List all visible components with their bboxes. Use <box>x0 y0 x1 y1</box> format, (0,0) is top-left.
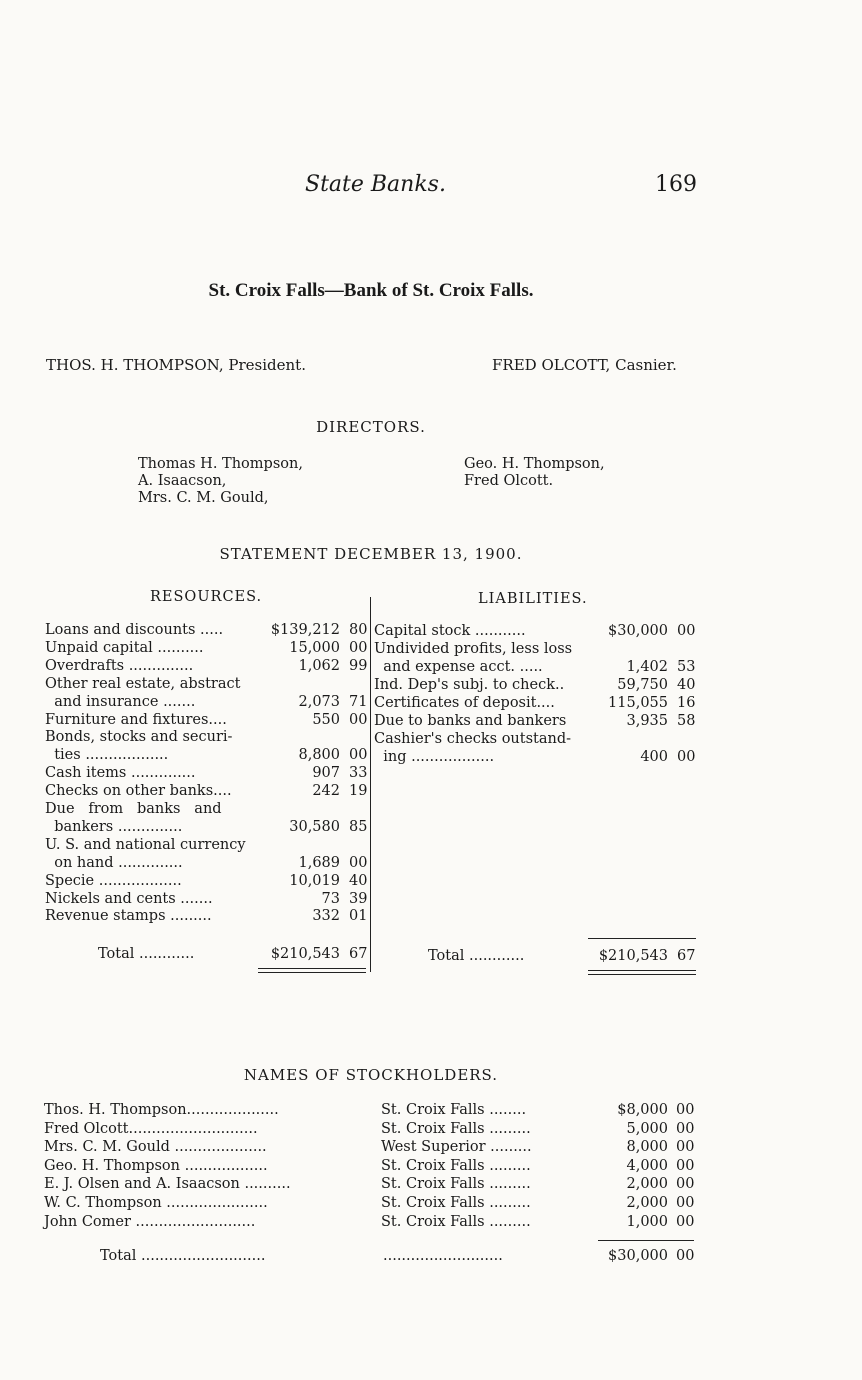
item-dollars: $30,000 <box>608 623 668 639</box>
liabilities-total-row <box>428 947 698 965</box>
stockholder-dollars: 2,000 <box>626 1195 668 1211</box>
item-cents: 58 <box>677 713 696 729</box>
item-label: Certificates of deposit.... <box>374 695 555 711</box>
director-name: A. Isaacson, <box>138 473 227 489</box>
stockholder-dollars: $8,000 <box>617 1102 668 1118</box>
stockholder-dollars: 1,000 <box>626 1213 668 1230</box>
bank-title: St. Croix Falls—Bank of St. Croix Falls. <box>208 280 534 301</box>
liability-row <box>374 712 698 730</box>
item-label: Bonds, stocks and securi- <box>45 729 233 746</box>
item-dollars: 1,402 <box>626 659 668 675</box>
item-dollars: 400 <box>640 749 668 765</box>
item-label: Checks on other banks.... <box>45 783 232 800</box>
column-divider <box>370 597 371 972</box>
resource-row <box>45 711 370 729</box>
item-dollars: 8,800 <box>298 747 340 764</box>
item-dollars: 1,689 <box>298 854 340 871</box>
item-dollars: 242 <box>312 783 340 800</box>
item-cents: 00 <box>349 639 368 656</box>
item-label: ties .................. <box>45 747 169 764</box>
stockholders-heading: NAMES OF STOCKHOLDERS. <box>243 1066 499 1084</box>
stockholder-residence: St. Croix Falls ......... <box>381 1120 531 1137</box>
item-cents: 85 <box>349 818 368 835</box>
stockholder-cents: 00 <box>676 1102 695 1118</box>
item-dollars: 1,062 <box>298 657 340 674</box>
resource-row <box>45 639 370 657</box>
resource-row <box>45 854 370 872</box>
item-dollars: 30,580 <box>289 818 340 835</box>
item-cents: 00 <box>677 623 696 639</box>
director-name: Geo. H. Thompson, <box>464 456 605 472</box>
stockholder-cents: 00 <box>676 1157 695 1174</box>
director-name: Fred Olcott. <box>464 473 554 489</box>
item-label: Cash items .............. <box>45 765 196 782</box>
item-label: ing .................. <box>374 749 495 765</box>
resource-row <box>45 657 370 675</box>
item-label: U. S. and national currency <box>45 836 246 853</box>
item-label: Due from banks and <box>45 801 222 817</box>
total-cents: 67 <box>677 948 696 964</box>
total-label: Total ........................... <box>100 1248 266 1264</box>
total-leader: .......................... <box>383 1248 503 1264</box>
directors-left-list <box>138 456 303 507</box>
item-dollars: $139,212 <box>270 622 340 638</box>
resource-row <box>45 818 370 836</box>
stockholder-name: E. J. Olsen and A. Isaacson .......... <box>44 1176 291 1193</box>
stockholder-residence: West Superior ......... <box>381 1139 532 1156</box>
resource-row <box>45 621 370 639</box>
item-cents: 00 <box>349 854 368 871</box>
stockholder-dollars: 4,000 <box>626 1157 668 1174</box>
total-label: Total ............ <box>428 948 525 964</box>
item-cents: 39 <box>349 890 368 907</box>
item-dollars: 15,000 <box>289 639 340 656</box>
item-cents: 40 <box>677 677 696 693</box>
item-label: Other real estate, abstract <box>45 675 241 692</box>
stockholder-row <box>44 1138 698 1156</box>
stockholder-cents: 00 <box>676 1139 695 1156</box>
stockholder-dollars: 5,000 <box>626 1120 668 1137</box>
item-dollars: 10,019 <box>289 872 340 889</box>
stockholder-name: Fred Olcott............................ <box>44 1120 258 1137</box>
liability-row <box>374 694 698 712</box>
stockholder-cents: 00 <box>676 1120 695 1137</box>
total-dollars: $30,000 <box>608 1248 668 1264</box>
item-label: Loans and discounts ..... <box>45 622 224 638</box>
stockholder-row <box>44 1213 698 1231</box>
item-cents: 99 <box>349 657 368 674</box>
liability-row <box>374 640 698 658</box>
liability-row <box>374 730 698 748</box>
resource-row <box>45 764 370 782</box>
total-rule <box>588 938 696 939</box>
stockholder-name: John Comer .......................... <box>44 1213 256 1230</box>
item-cents: 71 <box>349 693 368 710</box>
directors-right-list <box>464 456 605 490</box>
resources-total-row <box>98 945 370 963</box>
item-label: and expense acct. ..... <box>374 659 543 675</box>
item-label: bankers .............. <box>45 818 183 835</box>
liability-row <box>374 622 698 640</box>
stockholder-name: Mrs. C. M. Gould .................... <box>44 1139 267 1156</box>
stockholder-name: Geo. H. Thompson .................. <box>44 1157 268 1174</box>
directors-heading: DIRECTORS. <box>316 418 426 436</box>
item-label: on hand .............. <box>45 854 183 871</box>
item-cents: 00 <box>349 747 368 764</box>
resource-row <box>45 907 370 925</box>
item-dollars: 59,750 <box>617 677 668 693</box>
item-label: Cashier's checks outstand- <box>374 731 572 747</box>
running-title: State Banks. <box>305 172 446 197</box>
resource-row <box>45 782 370 800</box>
stockholder-residence: St. Croix Falls ......... <box>381 1176 531 1193</box>
item-dollars: 3,935 <box>626 713 668 729</box>
item-cents: 53 <box>677 659 696 675</box>
item-cents: 16 <box>677 695 696 711</box>
item-cents: 80 <box>349 622 368 638</box>
stockholders-total-row <box>100 1247 698 1265</box>
statement-heading: STATEMENT DECEMBER 13, 1900. <box>219 545 523 563</box>
stockholder-row <box>44 1101 698 1119</box>
total-label: Total ............ <box>98 946 195 962</box>
stockholder-residence: St. Croix Falls ......... <box>381 1213 531 1230</box>
resource-row <box>45 890 370 908</box>
item-label: Revenue stamps ......... <box>45 908 212 925</box>
resources-heading: RESOURCES. <box>150 589 263 605</box>
resource-row <box>45 836 370 854</box>
liabilities-heading: LIABILITIES. <box>478 591 588 607</box>
stockholder-residence: St. Croix Falls ......... <box>381 1157 531 1174</box>
item-label: and insurance ....... <box>45 693 196 710</box>
total-dollars: $210,543 <box>598 948 668 964</box>
item-dollars: 2,073 <box>298 693 340 710</box>
item-label: Specie .................. <box>45 872 182 889</box>
stockholder-residence: St. Croix Falls ......... <box>381 1195 531 1211</box>
resource-row <box>45 728 370 746</box>
total-dollars: $210,543 <box>270 946 340 962</box>
director-name: Thomas H. Thompson, <box>138 456 303 472</box>
liability-row <box>374 658 698 676</box>
total-cents: 00 <box>676 1248 695 1264</box>
item-cents: 00 <box>677 749 696 765</box>
page-number: 169 <box>655 172 697 197</box>
resource-row <box>45 800 370 818</box>
director-name: Mrs. C. M. Gould, <box>138 490 269 506</box>
stockholder-cents: 00 <box>676 1195 695 1211</box>
double-rule <box>258 968 366 973</box>
item-cents: 40 <box>349 872 368 889</box>
stockholder-dollars: 2,000 <box>626 1176 668 1193</box>
stockholder-name: W. C. Thompson ...................... <box>44 1195 268 1211</box>
item-dollars: 332 <box>312 908 340 925</box>
total-rule <box>598 1240 694 1241</box>
item-cents: 00 <box>349 711 368 728</box>
stockholder-residence: St. Croix Falls ........ <box>381 1102 527 1118</box>
item-dollars: 115,055 <box>608 695 668 711</box>
item-cents: 33 <box>349 765 368 782</box>
item-cents: 19 <box>349 783 368 800</box>
item-label: Nickels and cents ....... <box>45 890 213 907</box>
total-cents: 67 <box>349 946 368 962</box>
liability-row <box>374 748 698 766</box>
item-label: Due to banks and bankers <box>374 713 567 729</box>
stockholder-dollars: 8,000 <box>626 1139 668 1156</box>
cashier-line: FRED OLCOTT, Casnier. <box>492 356 677 374</box>
item-dollars: 73 <box>321 890 340 907</box>
stockholder-name: Thos. H. Thompson.................... <box>44 1102 279 1118</box>
item-label: Undivided profits, less loss <box>374 641 573 657</box>
item-label: Unpaid capital .......... <box>45 639 204 656</box>
double-rule <box>588 970 696 975</box>
stockholder-cents: 00 <box>676 1213 695 1230</box>
item-dollars: 907 <box>312 765 340 782</box>
stockholder-row <box>44 1175 698 1193</box>
item-cents: 01 <box>349 908 368 925</box>
stockholder-row <box>44 1120 698 1138</box>
liability-row <box>374 676 698 694</box>
stockholder-cents: 00 <box>676 1176 695 1193</box>
stockholder-row <box>44 1157 698 1175</box>
resource-row <box>45 675 370 693</box>
stockholder-row <box>44 1194 698 1212</box>
item-dollars: 550 <box>312 711 340 728</box>
item-label: Furniture and fixtures.... <box>45 711 227 728</box>
resource-row <box>45 746 370 764</box>
item-label: Capital stock ........... <box>374 623 526 639</box>
resource-row <box>45 693 370 711</box>
resource-row <box>45 872 370 890</box>
item-label: Overdrafts .............. <box>45 657 194 674</box>
president-line: THOS. H. THOMPSON, President. <box>46 356 306 374</box>
item-label: Ind. Dep's subj. to check.. <box>374 677 565 693</box>
